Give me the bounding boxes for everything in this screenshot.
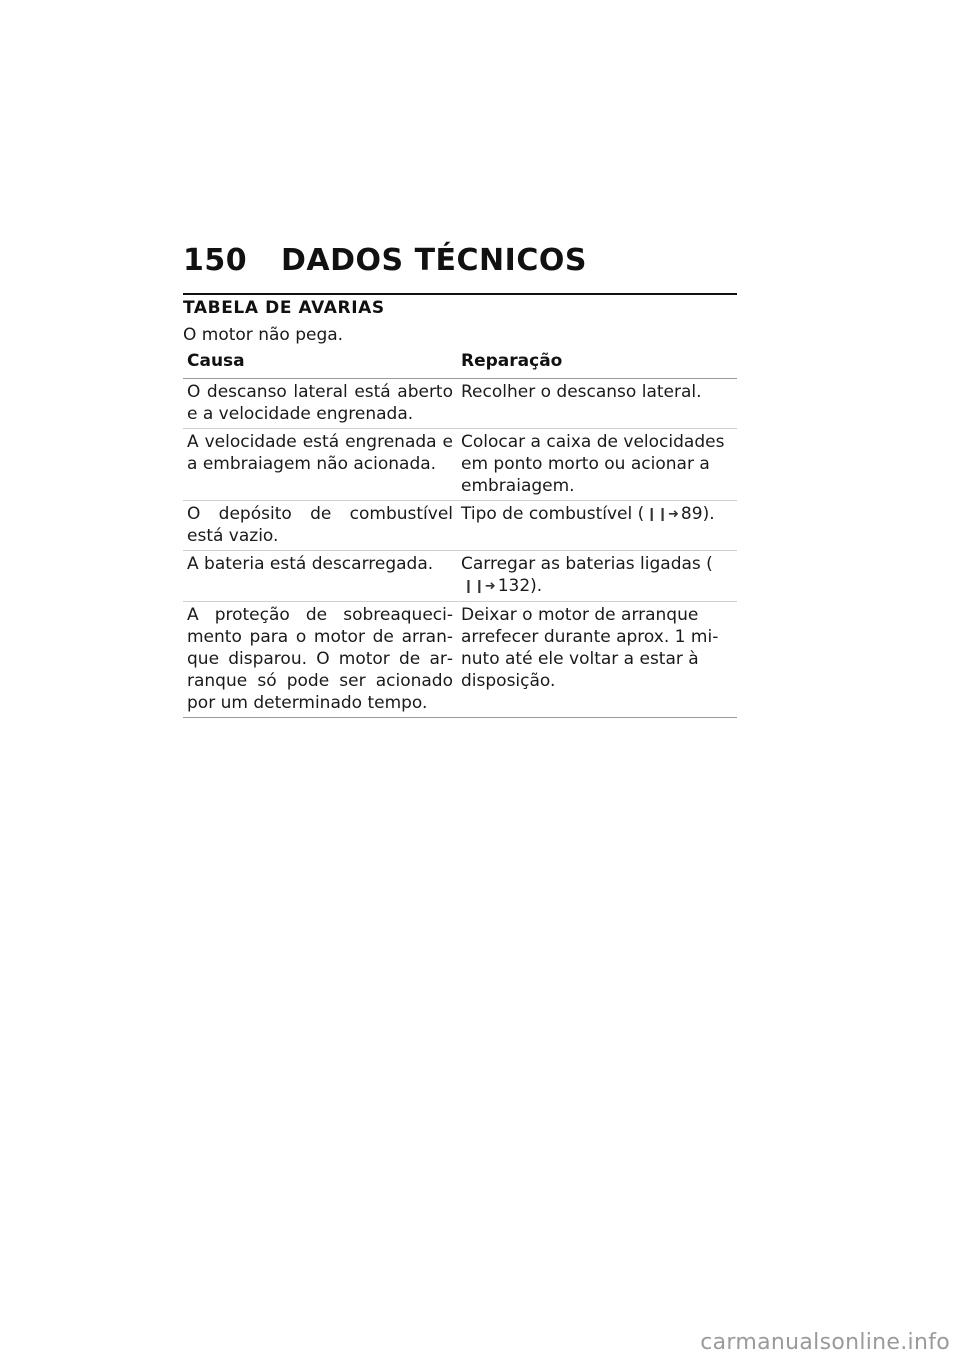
fault-table [183, 350, 737, 718]
page-reference-arrow-icon: ❙❙➜ [463, 579, 496, 594]
cause-cell: A bateria está descarregada. [183, 551, 457, 602]
cause-cell: A velocidade está engrenada e a embraiagem não acionada. [183, 429, 457, 501]
page-reference-link[interactable]: 89 [680, 504, 703, 524]
repair-cell: Colocar a caixa de velocidades em ponto morto ou acionar a embraiagem. [457, 429, 737, 501]
cause-cell: O descanso lateral está aberto e a velocidade engrenada. [183, 379, 457, 429]
repair-cell: Recolher o descanso lateral. [457, 379, 737, 429]
cause-cell: O depósito de combustível está vazio. [183, 501, 457, 551]
repair-text: Carregar as baterias ligadas ( [461, 554, 713, 574]
repair-text: Tipo de combustível ( [461, 504, 645, 524]
repair-cell: Deixar o motor de arranque arrefecer durante aprox. 1 minuto até ele voltar a estar à disposição. [457, 602, 737, 718]
header-divider [183, 293, 737, 295]
table-row [183, 602, 737, 718]
repair-text-suffix: ). [702, 504, 715, 524]
table-header-row [183, 350, 737, 379]
column-header-cause: Causa [183, 350, 457, 379]
watermark: carmanualsonline.info [700, 1330, 950, 1355]
page-reference-link[interactable]: 132 [497, 576, 531, 596]
section-intro: O motor não pega. [183, 325, 344, 345]
table-row [183, 379, 737, 429]
repair-cell [457, 501, 737, 551]
section-title: TABELA DE AVARIAS [183, 298, 385, 318]
table-row [183, 551, 737, 602]
page-number: 150 [183, 243, 248, 278]
repair-cell [457, 551, 737, 602]
repair-text-suffix: ). [530, 576, 543, 596]
table-row [183, 501, 737, 551]
page-header [183, 243, 587, 278]
chapter-title: DADOS TÉCNICOS [281, 243, 587, 278]
column-header-repair: Reparação [457, 350, 737, 379]
cause-cell: A proteção de sobreaquecimento para o motor de arranque disparou. O motor de arranque só pode ser acionado por um determinado tempo. [183, 602, 457, 718]
page-reference-arrow-icon: ❙❙➜ [646, 507, 679, 522]
table-row [183, 429, 737, 501]
